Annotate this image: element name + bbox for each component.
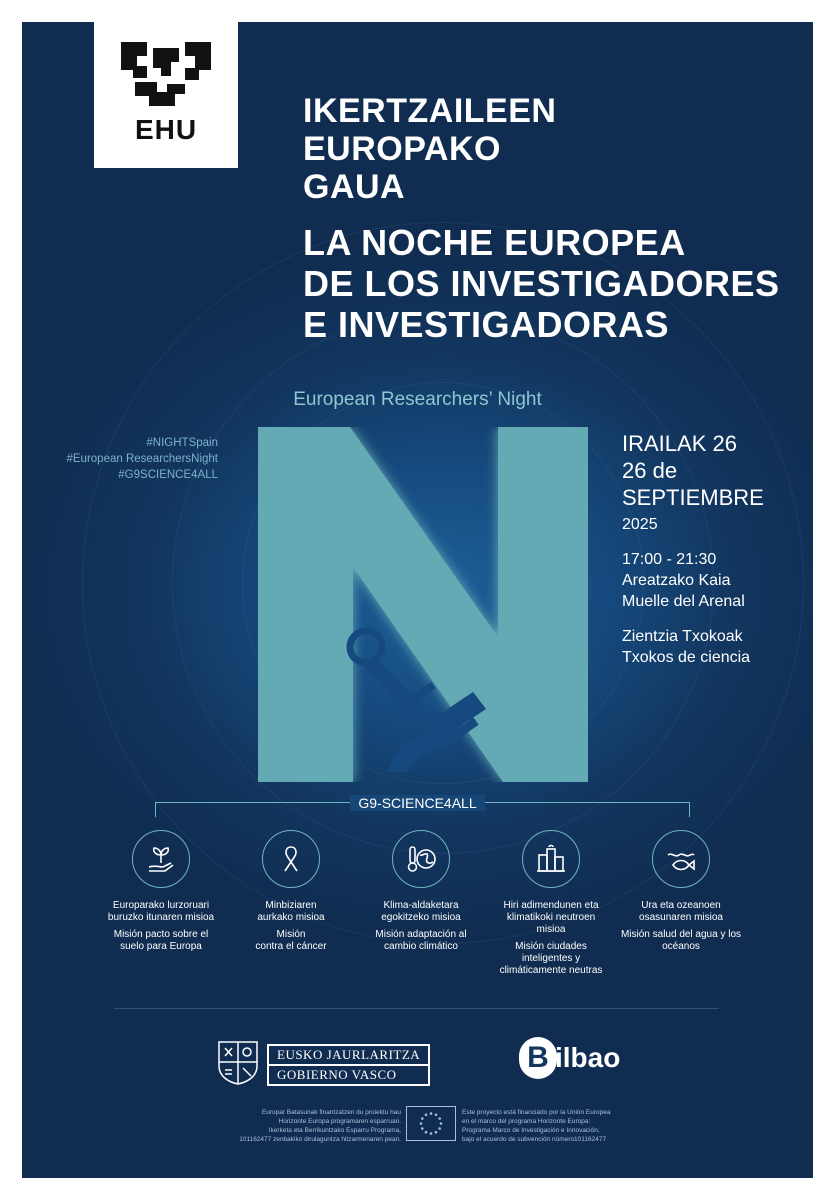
ehu-logo bbox=[94, 22, 238, 168]
mission-cities bbox=[476, 830, 626, 977]
gv-basque-name: EUSKO JAURLARITZA bbox=[277, 1047, 421, 1062]
bilbao-logo-b: B bbox=[519, 1037, 557, 1079]
mission-basque-text bbox=[476, 900, 626, 936]
mission-cancer bbox=[216, 830, 366, 953]
mission-line: contra el cáncer bbox=[255, 941, 327, 952]
mission-spanish-text bbox=[86, 929, 236, 953]
mission-line: climáticamente neutras bbox=[499, 965, 603, 976]
funding-line: Europar Batasunak finantzatzen du proiektu hau bbox=[261, 1109, 401, 1116]
mission-line: Minbiziaren bbox=[265, 900, 317, 911]
mission-line: Klima-aldaketara bbox=[383, 900, 459, 911]
funding-line: Este proyecto está financiado por la Unión Europea bbox=[462, 1109, 611, 1116]
eu-star bbox=[421, 1117, 424, 1120]
eu-flag-icon bbox=[406, 1106, 456, 1141]
title-spanish-line: E INVESTIGADORAS bbox=[303, 304, 670, 345]
eu-star bbox=[421, 1127, 424, 1130]
cancer-ribbon-icon bbox=[262, 830, 320, 888]
event-time: 17:00 - 21:30 bbox=[622, 551, 717, 568]
fish-water-icon bbox=[652, 830, 710, 888]
gv-spanish-name: GOBIERNO VASCO bbox=[269, 1064, 428, 1084]
g9-label bbox=[22, 795, 813, 811]
mission-line: Hiri adimendunen eta bbox=[503, 900, 599, 911]
ehu-emblem-icon bbox=[121, 42, 211, 112]
title-basque-line: EUROPAKO bbox=[303, 130, 501, 168]
mission-spanish-text bbox=[346, 929, 496, 953]
date-spanish-day: 26 de bbox=[622, 458, 678, 483]
mission-line: klimatikoki neutroen bbox=[506, 912, 596, 923]
funding-line: en el marco del programa Horizonte Europa: bbox=[462, 1118, 591, 1125]
mission-line: Misión bbox=[276, 929, 306, 940]
mission-climate bbox=[346, 830, 496, 953]
mission-oceans bbox=[606, 830, 756, 953]
date-spanish-month: SEPTIEMBRE bbox=[622, 485, 764, 510]
mission-line: cambio climático bbox=[384, 941, 458, 952]
footer-divider bbox=[114, 1008, 719, 1009]
mission-line: inteligentes y bbox=[521, 953, 581, 964]
basque-government-logo bbox=[267, 1044, 430, 1086]
title-basque-line: IKERTZAILEEN bbox=[303, 92, 557, 130]
eu-star bbox=[430, 1132, 433, 1135]
big-n-microscope-icon bbox=[258, 427, 588, 782]
event-details bbox=[622, 430, 764, 668]
eu-star bbox=[438, 1117, 441, 1120]
eu-star bbox=[435, 1131, 438, 1134]
eu-star bbox=[438, 1127, 441, 1130]
funding-line: 101162477 zenbakiko dirulaguntza hitzarmenaren pean. bbox=[239, 1136, 401, 1143]
plant-hand-icon bbox=[132, 830, 190, 888]
mission-line: Misión pacto sobre el bbox=[113, 929, 209, 940]
mission-line: buruzko itunaren misioa bbox=[107, 912, 215, 923]
title-spanish-line: LA NOCHE EUROPEA bbox=[303, 222, 686, 263]
mission-line: egokitzeko misioa bbox=[381, 912, 461, 923]
hashtags bbox=[66, 435, 218, 483]
title-basque-line: GAUA bbox=[303, 168, 406, 206]
funding-line: Horizonte Europa programaren esparruan. bbox=[278, 1118, 401, 1125]
eu-star bbox=[435, 1114, 438, 1117]
mission-line: Europarako lurzoruari bbox=[112, 900, 210, 911]
eu-star bbox=[425, 1131, 428, 1134]
date-basque: IRAILAK 26 bbox=[622, 431, 737, 456]
date-year: 2025 bbox=[622, 516, 658, 533]
place-basque: Areatzako Kaia bbox=[622, 572, 731, 589]
mission-line: misioa bbox=[536, 924, 566, 935]
mission-line: Misión ciudades bbox=[515, 941, 587, 952]
eu-star bbox=[440, 1122, 443, 1125]
hashtag: #G9SCIENCE4ALL bbox=[118, 469, 218, 481]
mission-line: océanos bbox=[662, 941, 700, 952]
hashtag: #European ResearchersNight bbox=[66, 453, 218, 465]
ehu-logo-text: EHU bbox=[134, 114, 198, 145]
eu-star bbox=[430, 1112, 433, 1115]
place-spanish: Muelle del Arenal bbox=[622, 593, 745, 610]
mission-basque-text bbox=[346, 900, 496, 924]
mission-line: osasunaren misioa bbox=[639, 912, 723, 923]
mission-soil bbox=[86, 830, 236, 953]
g9-label-text: G9-SCIENCE4ALL bbox=[350, 795, 484, 811]
mission-basque-text bbox=[86, 900, 236, 924]
title-basque bbox=[303, 92, 556, 206]
mission-line: suelo para Europa bbox=[120, 941, 202, 952]
mission-spanish-text bbox=[216, 929, 366, 953]
city-buildings-icon bbox=[522, 830, 580, 888]
mission-line: Misión adaptación al bbox=[375, 929, 467, 940]
poster bbox=[22, 22, 813, 1178]
mission-line: aurkako misioa bbox=[257, 912, 325, 923]
funding-note-spanish bbox=[462, 1108, 611, 1144]
mission-spanish-text bbox=[476, 941, 626, 977]
funding-line: Ikerketa eta Berrikuntzako Esparru Programa, bbox=[268, 1127, 401, 1134]
mission-line: Misión salud del agua y los bbox=[620, 929, 742, 940]
activity-spanish: Txokos de ciencia bbox=[622, 649, 751, 666]
hashtag: #NIGHTSpain bbox=[146, 437, 218, 449]
bilbao-logo-text: ilbao bbox=[555, 1042, 621, 1073]
mission-line: Ura eta ozeanoen bbox=[641, 900, 721, 911]
title-spanish-line: DE LOS INVESTIGADORES bbox=[303, 263, 780, 304]
event-label: European Researchers’ Night bbox=[293, 389, 542, 410]
funding-line: Programa Marco de Investigación e Innovación, bbox=[462, 1127, 600, 1134]
mission-basque-text bbox=[216, 900, 366, 924]
mission-basque-text bbox=[606, 900, 756, 924]
activity-basque: Zientzia Txokoak bbox=[622, 628, 743, 645]
eu-star bbox=[425, 1114, 428, 1117]
funding-line: bajo el acuerdo de subvención número101162477 bbox=[462, 1136, 607, 1143]
funding-note-basque bbox=[239, 1108, 401, 1144]
eu-star bbox=[420, 1122, 423, 1125]
mission-spanish-text bbox=[606, 929, 756, 953]
title-spanish bbox=[303, 222, 780, 345]
thermometer-globe-icon bbox=[392, 830, 450, 888]
basque-government-crest-icon bbox=[215, 1036, 261, 1086]
